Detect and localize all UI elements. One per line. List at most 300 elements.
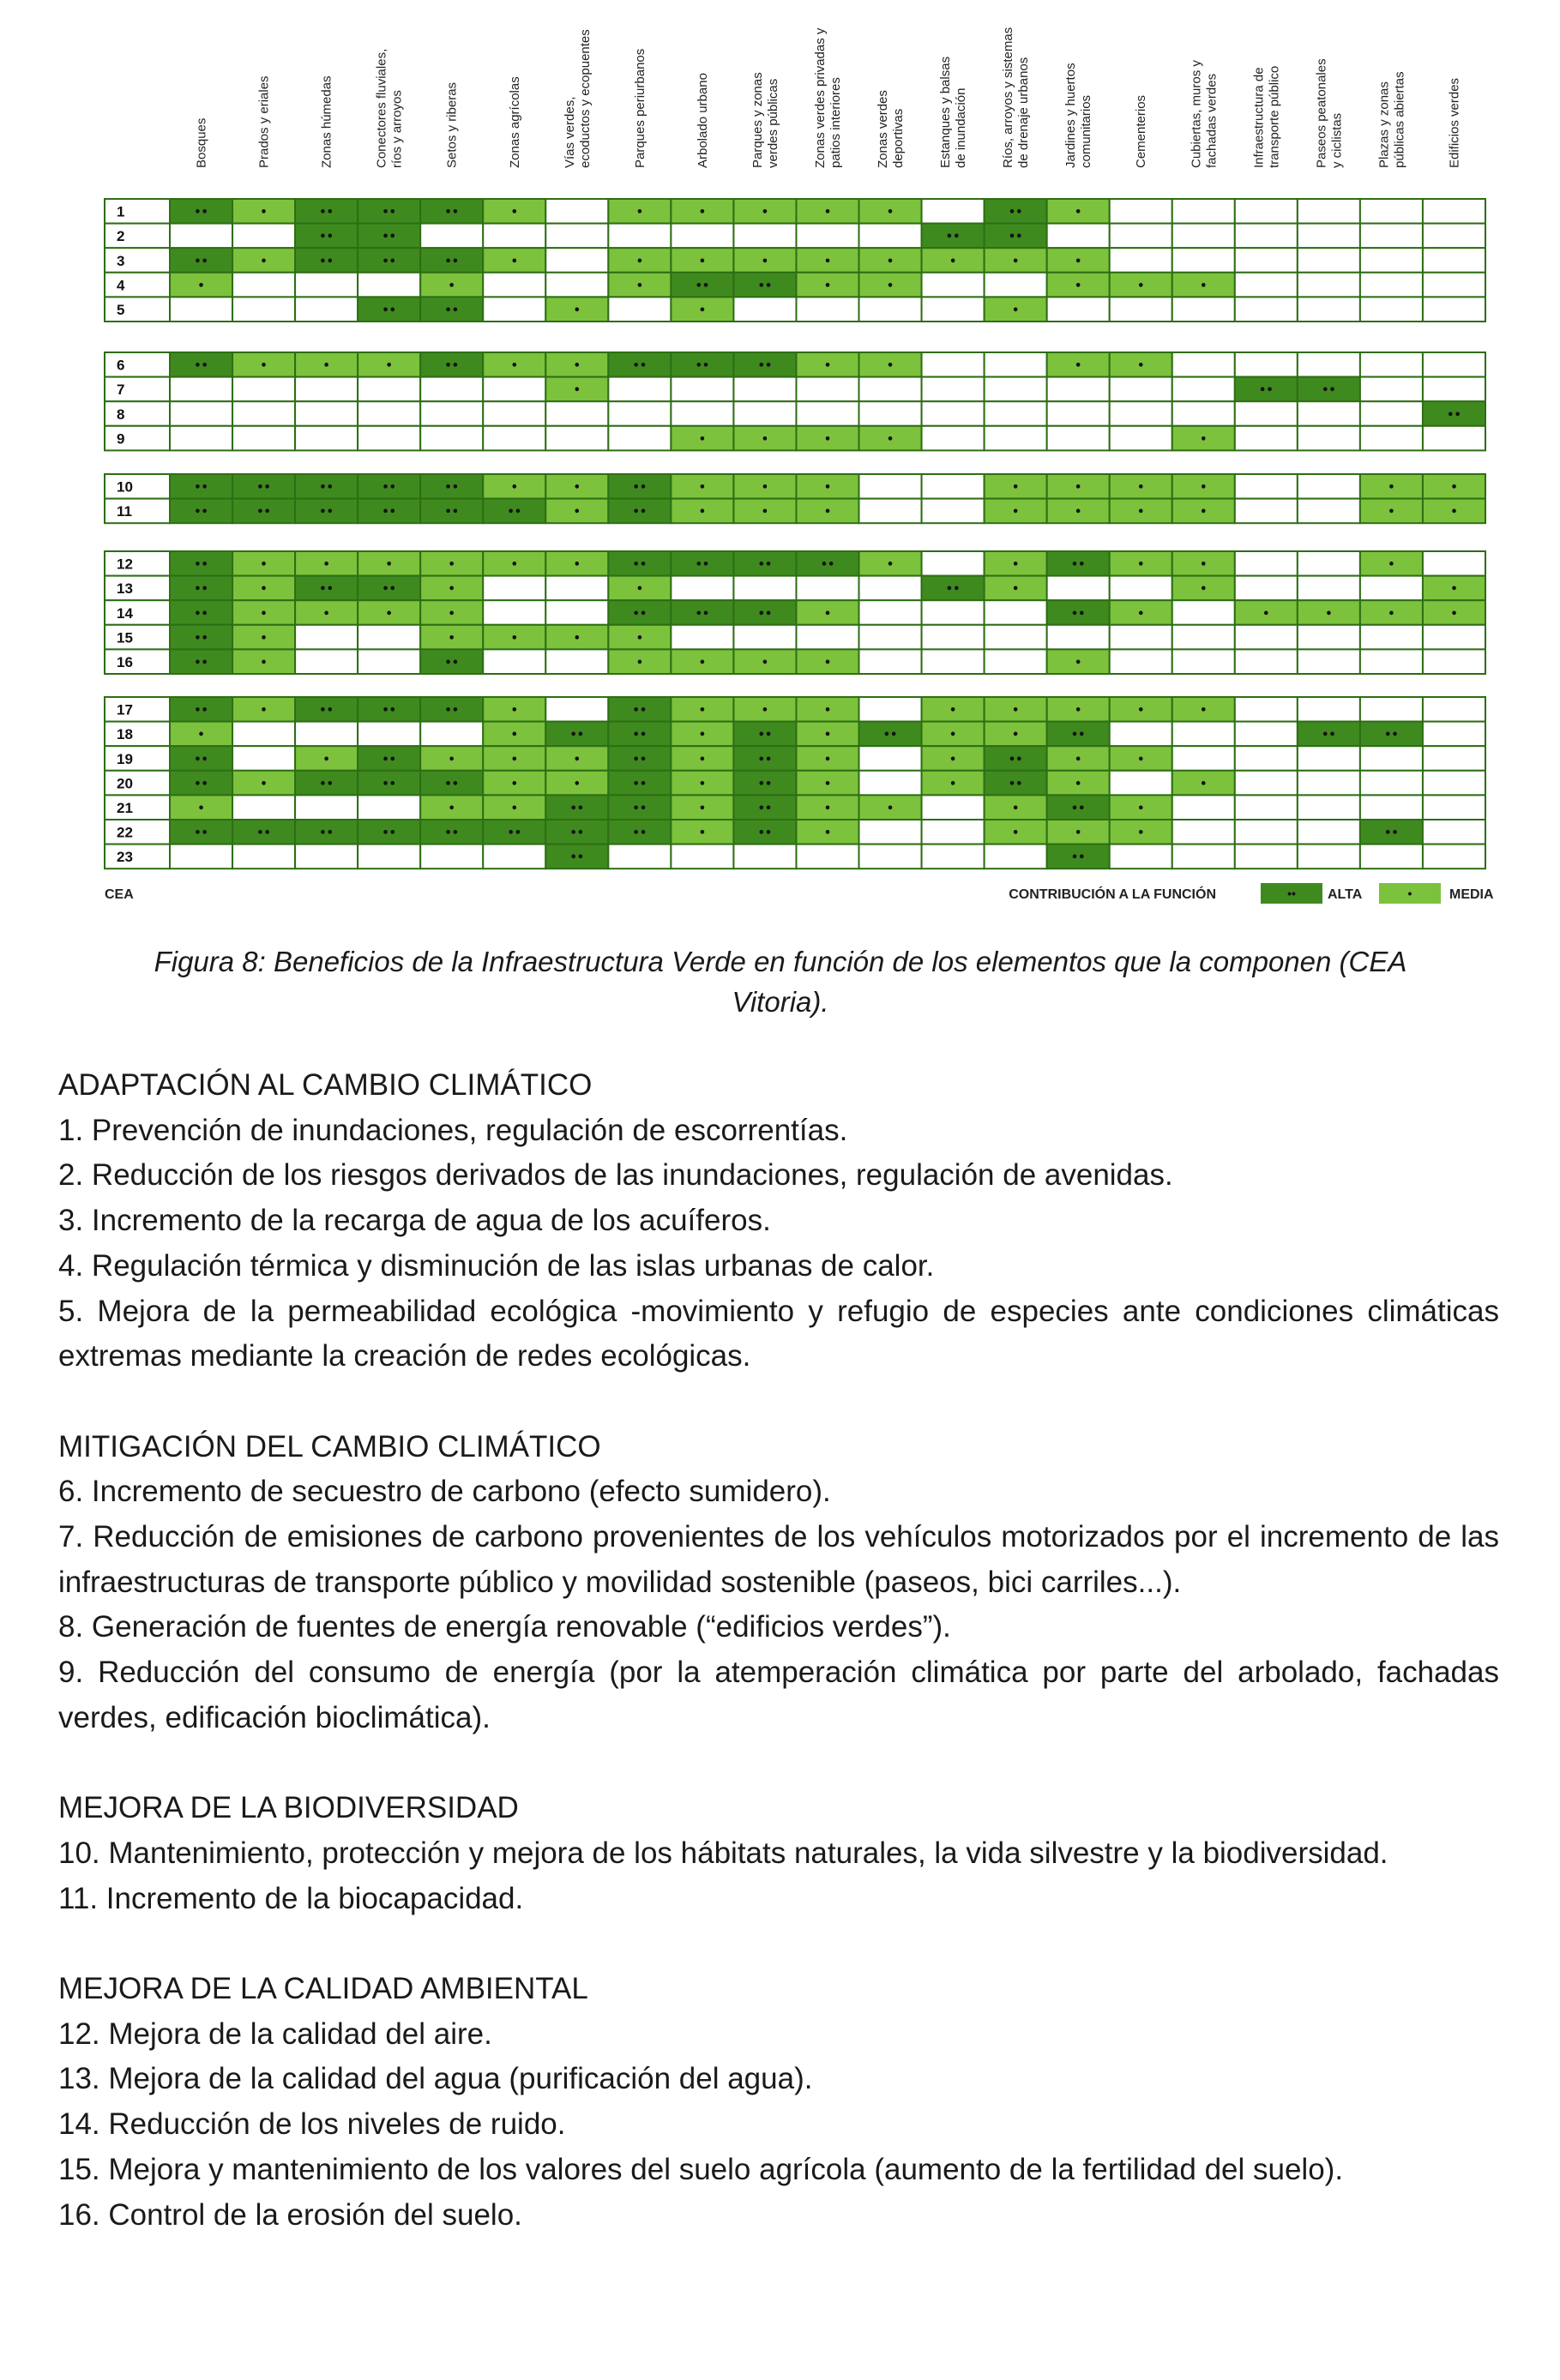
alta-marker: •• bbox=[194, 506, 208, 520]
media-marker: • bbox=[510, 729, 518, 742]
alta-marker: •• bbox=[444, 481, 460, 495]
media-marker: • bbox=[1388, 558, 1395, 572]
row-number-cell bbox=[105, 625, 170, 650]
cell-empty bbox=[295, 844, 358, 869]
cell-empty bbox=[232, 844, 295, 869]
cell-empty bbox=[922, 352, 985, 377]
cell-empty bbox=[295, 795, 358, 820]
row-number-cell bbox=[105, 401, 170, 426]
cell-empty bbox=[1235, 722, 1298, 747]
media-marker: • bbox=[886, 279, 894, 293]
cell-empty bbox=[1172, 224, 1235, 249]
row-number-cell bbox=[105, 499, 170, 524]
row-number-cell bbox=[105, 844, 170, 869]
cell-empty bbox=[545, 401, 608, 426]
cell-empty bbox=[483, 576, 545, 601]
media-marker: • bbox=[1450, 481, 1458, 495]
row-number: 3 bbox=[117, 252, 125, 269]
cell-empty bbox=[1423, 297, 1485, 322]
media-marker: • bbox=[698, 255, 707, 268]
cell-empty bbox=[922, 625, 985, 650]
media-marker: • bbox=[385, 558, 393, 572]
alta-marker: •• bbox=[194, 826, 208, 840]
media-marker: • bbox=[635, 632, 644, 646]
row-number: 11 bbox=[117, 503, 132, 520]
row-number: 13 bbox=[117, 580, 133, 598]
cell-empty bbox=[545, 576, 608, 601]
media-marker: • bbox=[573, 481, 581, 495]
media-marker: • bbox=[573, 778, 581, 791]
cell-empty bbox=[733, 377, 796, 402]
cell-empty bbox=[1110, 401, 1172, 426]
cell-empty bbox=[295, 649, 358, 674]
list-item: 2. Reducción de los riesgos derivados de las inundaciones, regulación de avenidas. bbox=[58, 1158, 1173, 1193]
cell-empty bbox=[545, 273, 608, 298]
media-marker: • bbox=[886, 558, 894, 572]
column-header: Parques periurbanos bbox=[632, 48, 647, 168]
media-marker: • bbox=[448, 279, 455, 293]
alta-marker: •• bbox=[1070, 729, 1086, 742]
cell-empty bbox=[608, 844, 671, 869]
alta-marker: •• bbox=[194, 359, 208, 373]
cell-empty bbox=[922, 551, 985, 576]
media-marker: • bbox=[698, 704, 707, 718]
alta-marker: •• bbox=[1070, 851, 1086, 865]
alta-marker: •• bbox=[945, 231, 961, 244]
media-marker: • bbox=[1388, 481, 1395, 495]
media-marker: • bbox=[1137, 279, 1145, 293]
media-marker: • bbox=[1075, 704, 1082, 718]
media-marker: • bbox=[1011, 704, 1020, 718]
cell-empty bbox=[1360, 199, 1423, 224]
row-number: 17 bbox=[117, 701, 133, 718]
cell-empty bbox=[1172, 746, 1235, 771]
list-item: 4. Regulación térmica y disminución de las islas urbanas de calor. bbox=[58, 1248, 935, 1283]
media-marker: • bbox=[949, 753, 957, 766]
column-header: Plazas y zonaspúblicas abiertas bbox=[1376, 71, 1407, 168]
alta-marker: •• bbox=[382, 255, 396, 268]
cell-empty bbox=[1423, 771, 1485, 796]
cell-empty bbox=[671, 625, 733, 650]
cell-empty bbox=[1172, 600, 1235, 625]
cell-empty bbox=[295, 401, 358, 426]
cell-empty bbox=[1110, 199, 1172, 224]
section-heading: MEJORA DE LA BIODIVERSIDAD bbox=[58, 1791, 519, 1825]
alta-marker: •• bbox=[757, 778, 773, 791]
media-marker: • bbox=[1325, 607, 1333, 621]
list-item: 3. Incremento de la recarga de agua de los acuíferos. bbox=[58, 1204, 771, 1238]
media-marker: • bbox=[322, 359, 330, 373]
media-marker: • bbox=[1011, 826, 1020, 840]
cell-empty bbox=[1423, 746, 1485, 771]
source-label: CEA bbox=[105, 887, 134, 902]
row-number-cell bbox=[105, 248, 170, 273]
media-marker: • bbox=[1200, 481, 1208, 495]
cell-empty bbox=[1298, 795, 1360, 820]
cell-empty bbox=[859, 224, 922, 249]
media-marker: • bbox=[1450, 583, 1458, 597]
cell-empty bbox=[1360, 576, 1423, 601]
cell-empty bbox=[1110, 649, 1172, 674]
cell-empty bbox=[295, 722, 358, 747]
media-marker: • bbox=[761, 206, 769, 219]
row-number: 22 bbox=[117, 824, 133, 841]
media-marker: • bbox=[1011, 802, 1020, 815]
column-header: Ríos, arroyos y sistemasde drenaje urbanos bbox=[1001, 27, 1032, 168]
row-number: 1 bbox=[117, 203, 125, 220]
media-marker: • bbox=[510, 802, 518, 815]
media-marker: • bbox=[1075, 657, 1082, 670]
cell-empty bbox=[1047, 625, 1110, 650]
cell-empty bbox=[1172, 248, 1235, 273]
cell-empty bbox=[1360, 649, 1423, 674]
column-header: Zonas verdesdeportivas bbox=[876, 90, 906, 168]
media-marker: • bbox=[1137, 802, 1145, 815]
cell-empty bbox=[1360, 844, 1423, 869]
cell-empty bbox=[922, 499, 985, 524]
alta-marker: •• bbox=[1008, 778, 1023, 791]
cell-empty bbox=[985, 273, 1047, 298]
cell-empty bbox=[170, 297, 232, 322]
cell-empty bbox=[1423, 426, 1485, 451]
cell-empty bbox=[483, 224, 545, 249]
list-item: 7. Reducción de emisiones de carbono provenientes de los vehículos motorizados por el incremento de las infraestructuras de transporte público y movilidad sostenible (paseos, bici carriles...). bbox=[58, 1520, 1499, 1599]
column-header: Conectores fluviales,ríos y arroyos bbox=[374, 48, 405, 168]
alta-marker: •• bbox=[757, 802, 773, 815]
matrix-row-group bbox=[105, 551, 1485, 674]
alta-marker: •• bbox=[569, 826, 585, 840]
alta-marker: •• bbox=[632, 729, 647, 742]
alta-marker: •• bbox=[319, 826, 334, 840]
media-marker: • bbox=[823, 826, 832, 840]
cell-empty bbox=[420, 224, 483, 249]
cell-empty bbox=[1172, 722, 1235, 747]
alta-marker: •• bbox=[632, 607, 647, 621]
alta-marker: •• bbox=[319, 255, 334, 268]
column-header: Infraestructura detransporte público bbox=[1251, 65, 1282, 168]
cell-empty bbox=[483, 297, 545, 322]
row-number-cell bbox=[105, 426, 170, 451]
cell-empty bbox=[859, 499, 922, 524]
cell-empty bbox=[1235, 352, 1298, 377]
media-marker: • bbox=[1011, 304, 1020, 317]
cell-empty bbox=[1298, 273, 1360, 298]
cell-empty bbox=[985, 649, 1047, 674]
cell-empty bbox=[232, 297, 295, 322]
media-marker: • bbox=[510, 704, 518, 718]
media-marker: • bbox=[823, 255, 832, 268]
cell-empty bbox=[1235, 625, 1298, 650]
cell-empty bbox=[1047, 224, 1110, 249]
alta-marker: •• bbox=[382, 826, 396, 840]
media-marker: • bbox=[448, 802, 455, 815]
cell-empty bbox=[1110, 722, 1172, 747]
cell-empty bbox=[1423, 844, 1485, 869]
alta-marker: •• bbox=[757, 279, 773, 293]
media-marker: • bbox=[635, 657, 644, 670]
alta-marker: •• bbox=[194, 607, 208, 621]
media-marker: • bbox=[698, 433, 707, 447]
media-marker: • bbox=[573, 753, 581, 766]
cell-empty bbox=[232, 377, 295, 402]
cell-empty bbox=[1047, 377, 1110, 402]
cell-empty bbox=[1110, 377, 1172, 402]
media-marker: • bbox=[510, 255, 518, 268]
row-number: 14 bbox=[117, 604, 133, 622]
alta-marker: •• bbox=[507, 506, 522, 520]
matrix-row-group bbox=[105, 697, 1485, 868]
media-marker: • bbox=[635, 255, 644, 268]
cell-empty bbox=[1235, 795, 1298, 820]
section-heading: MITIGACIÓN DEL CAMBIO CLIMÁTICO bbox=[58, 1429, 601, 1463]
media-marker: • bbox=[510, 481, 518, 495]
media-marker: • bbox=[510, 778, 518, 791]
cell-empty bbox=[796, 377, 858, 402]
alta-marker: •• bbox=[1447, 408, 1461, 422]
alta-marker: •• bbox=[1008, 206, 1023, 219]
media-marker: • bbox=[322, 607, 330, 621]
alta-marker: •• bbox=[820, 558, 835, 572]
list-item: 13. Mejora de la calidad del agua (purificación del agua). bbox=[58, 2062, 813, 2096]
alta-marker: •• bbox=[757, 359, 773, 373]
cell-empty bbox=[358, 377, 420, 402]
cell-empty bbox=[1110, 771, 1172, 796]
alta-marker: •• bbox=[882, 729, 898, 742]
cell-empty bbox=[1235, 697, 1298, 722]
cell-empty bbox=[1235, 820, 1298, 844]
media-marker: • bbox=[949, 729, 957, 742]
column-header: Cementerios bbox=[1134, 94, 1149, 168]
alta-marker: •• bbox=[382, 704, 396, 718]
section-heading: ADAPTACIÓN AL CAMBIO CLIMÁTICO bbox=[58, 1068, 593, 1102]
cell-empty bbox=[859, 297, 922, 322]
alta-marker: •• bbox=[695, 279, 710, 293]
cell-empty bbox=[170, 401, 232, 426]
media-marker: • bbox=[448, 558, 455, 572]
media-marker: • bbox=[886, 802, 894, 815]
alta-marker: •• bbox=[444, 826, 460, 840]
cell-empty bbox=[1110, 426, 1172, 451]
media-marker: • bbox=[823, 607, 832, 621]
section-environmental-quality bbox=[58, 1967, 1499, 2238]
cell-empty bbox=[1172, 795, 1235, 820]
cell-empty bbox=[170, 844, 232, 869]
alta-marker: •• bbox=[256, 481, 271, 495]
media-marker: • bbox=[698, 729, 707, 742]
media-marker: • bbox=[698, 481, 707, 495]
alta-marker: •• bbox=[382, 753, 396, 766]
cell-empty bbox=[859, 474, 922, 499]
cell-empty bbox=[1172, 401, 1235, 426]
column-header: Setos y riberas bbox=[444, 81, 460, 168]
media-marker: • bbox=[1200, 433, 1208, 447]
cell-empty bbox=[733, 576, 796, 601]
media-marker: • bbox=[260, 632, 268, 646]
media-marker: • bbox=[1011, 255, 1020, 268]
media-marker: • bbox=[886, 433, 894, 447]
column-header: Paseos peatonalesy ciclistas bbox=[1314, 58, 1345, 168]
alta-marker: •• bbox=[444, 255, 460, 268]
media-marker: • bbox=[1075, 826, 1082, 840]
alta-marker: •• bbox=[1070, 802, 1086, 815]
media-marker: • bbox=[1075, 753, 1082, 766]
cell-empty bbox=[796, 844, 858, 869]
media-marker: • bbox=[698, 753, 707, 766]
cell-empty bbox=[545, 224, 608, 249]
cell-empty bbox=[1423, 551, 1485, 576]
section-heading: MEJORA DE LA CALIDAD AMBIENTAL bbox=[58, 1972, 588, 2006]
media-marker: • bbox=[823, 206, 832, 219]
list-item: 16. Control de la erosión del suelo. bbox=[58, 2197, 522, 2232]
cell-empty bbox=[545, 600, 608, 625]
cell-empty bbox=[1298, 297, 1360, 322]
row-number: 5 bbox=[117, 302, 125, 318]
cell-empty bbox=[733, 297, 796, 322]
column-header: Estanques y balsasde inundación bbox=[938, 56, 969, 168]
figure-caption: Figura 8: Beneficios de la Infraestructura Verde en función de los elementos que la componen (CEA Vitoria). bbox=[154, 946, 1407, 1018]
media-marker: • bbox=[823, 753, 832, 766]
matrix-row-group bbox=[105, 352, 1485, 450]
cell-empty bbox=[985, 625, 1047, 650]
alta-marker: •• bbox=[194, 778, 208, 791]
alta-marker: •• bbox=[507, 826, 522, 840]
cell-empty bbox=[1423, 722, 1485, 747]
media-marker: • bbox=[322, 753, 330, 766]
row-number-cell bbox=[105, 551, 170, 576]
cell-empty bbox=[1298, 499, 1360, 524]
cell-empty bbox=[922, 474, 985, 499]
cell-empty bbox=[859, 746, 922, 771]
cell-empty bbox=[295, 297, 358, 322]
row-number-cell bbox=[105, 576, 170, 601]
alta-marker: •• bbox=[632, 826, 647, 840]
cell-empty bbox=[796, 224, 858, 249]
media-marker: • bbox=[1137, 826, 1145, 840]
media-marker: • bbox=[1075, 279, 1082, 293]
media-marker: • bbox=[1011, 583, 1020, 597]
row-number: 21 bbox=[117, 800, 133, 816]
alta-marker: •• bbox=[382, 231, 396, 244]
alta-marker: •• bbox=[632, 558, 647, 572]
cell-empty bbox=[483, 401, 545, 426]
alta-marker: •• bbox=[444, 778, 460, 791]
cell-empty bbox=[608, 297, 671, 322]
cell-empty bbox=[545, 649, 608, 674]
alta-marker: •• bbox=[1070, 558, 1086, 572]
cell-empty bbox=[1298, 352, 1360, 377]
alta-marker: •• bbox=[1384, 826, 1399, 840]
media-marker: • bbox=[260, 206, 268, 219]
media-marker: • bbox=[1200, 558, 1208, 572]
alta-marker: •• bbox=[194, 632, 208, 646]
media-marker: • bbox=[260, 255, 268, 268]
alta-marker: •• bbox=[569, 729, 585, 742]
media-marker: • bbox=[197, 802, 205, 815]
cell-empty bbox=[922, 273, 985, 298]
media-marker: • bbox=[573, 304, 581, 317]
cell-empty bbox=[733, 401, 796, 426]
media-marker: • bbox=[385, 359, 393, 373]
cell-empty bbox=[295, 625, 358, 650]
alta-marker: •• bbox=[194, 206, 208, 219]
media-marker: • bbox=[1011, 506, 1020, 520]
alta-marker: •• bbox=[319, 231, 334, 244]
row-number-cell bbox=[105, 297, 170, 322]
alta-marker: •• bbox=[194, 657, 208, 670]
cell-empty bbox=[671, 844, 733, 869]
legend-media-label: MEDIA bbox=[1449, 887, 1494, 902]
media-marker: • bbox=[1200, 704, 1208, 718]
media-marker: • bbox=[573, 384, 581, 398]
media-marker: • bbox=[761, 704, 769, 718]
media-marker: • bbox=[949, 255, 957, 268]
cell-empty bbox=[1047, 297, 1110, 322]
cell-empty bbox=[420, 401, 483, 426]
cell-empty bbox=[545, 199, 608, 224]
cell-empty bbox=[1235, 576, 1298, 601]
cell-empty bbox=[232, 722, 295, 747]
cell-empty bbox=[1235, 248, 1298, 273]
cell-empty bbox=[1360, 224, 1423, 249]
media-marker: • bbox=[949, 704, 957, 718]
legend-media-dot: • bbox=[1407, 886, 1412, 900]
cell-empty bbox=[1298, 820, 1360, 844]
cell-empty bbox=[1360, 401, 1423, 426]
cell-empty bbox=[1298, 224, 1360, 249]
matrix-legend bbox=[105, 883, 1494, 904]
cell-empty bbox=[483, 649, 545, 674]
list-item: 10. Mantenimiento, protección y mejora de los hábitats naturales, la vida silvestre y la biodiversidad. bbox=[58, 1836, 1388, 1870]
matrix-table bbox=[105, 199, 1485, 868]
alta-marker: •• bbox=[319, 583, 334, 597]
row-number: 6 bbox=[117, 357, 125, 374]
cell-empty bbox=[1110, 576, 1172, 601]
alta-marker: •• bbox=[382, 583, 396, 597]
media-marker: • bbox=[1075, 481, 1082, 495]
cell-empty bbox=[1360, 377, 1423, 402]
cell-empty bbox=[232, 401, 295, 426]
media-marker: • bbox=[510, 359, 518, 373]
media-marker: • bbox=[448, 753, 455, 766]
media-marker: • bbox=[823, 359, 832, 373]
cell-empty bbox=[733, 844, 796, 869]
column-header: Parques y zonasverdes públicas bbox=[750, 72, 780, 168]
row-number-cell bbox=[105, 199, 170, 224]
media-marker: • bbox=[197, 279, 205, 293]
alta-marker: •• bbox=[1322, 729, 1336, 742]
media-marker: • bbox=[761, 657, 769, 670]
cell-empty bbox=[1235, 551, 1298, 576]
alta-marker: •• bbox=[194, 753, 208, 766]
cell-empty bbox=[1423, 224, 1485, 249]
cell-empty bbox=[1235, 401, 1298, 426]
section-mitigation bbox=[58, 1425, 1499, 1741]
media-marker: • bbox=[823, 704, 832, 718]
media-marker: • bbox=[823, 778, 832, 791]
row-number-cell bbox=[105, 697, 170, 722]
section-adaptation bbox=[58, 1063, 1499, 1379]
cell-empty bbox=[922, 844, 985, 869]
cell-empty bbox=[358, 273, 420, 298]
cell-empty bbox=[358, 401, 420, 426]
cell-empty bbox=[1110, 625, 1172, 650]
matrix-row-group bbox=[105, 199, 1485, 322]
row-number: 23 bbox=[117, 849, 133, 866]
media-marker: • bbox=[823, 729, 832, 742]
cell-empty bbox=[358, 426, 420, 451]
media-marker: • bbox=[698, 802, 707, 815]
list-item: 12. Mejora de la calidad del aire. bbox=[58, 2016, 492, 2051]
